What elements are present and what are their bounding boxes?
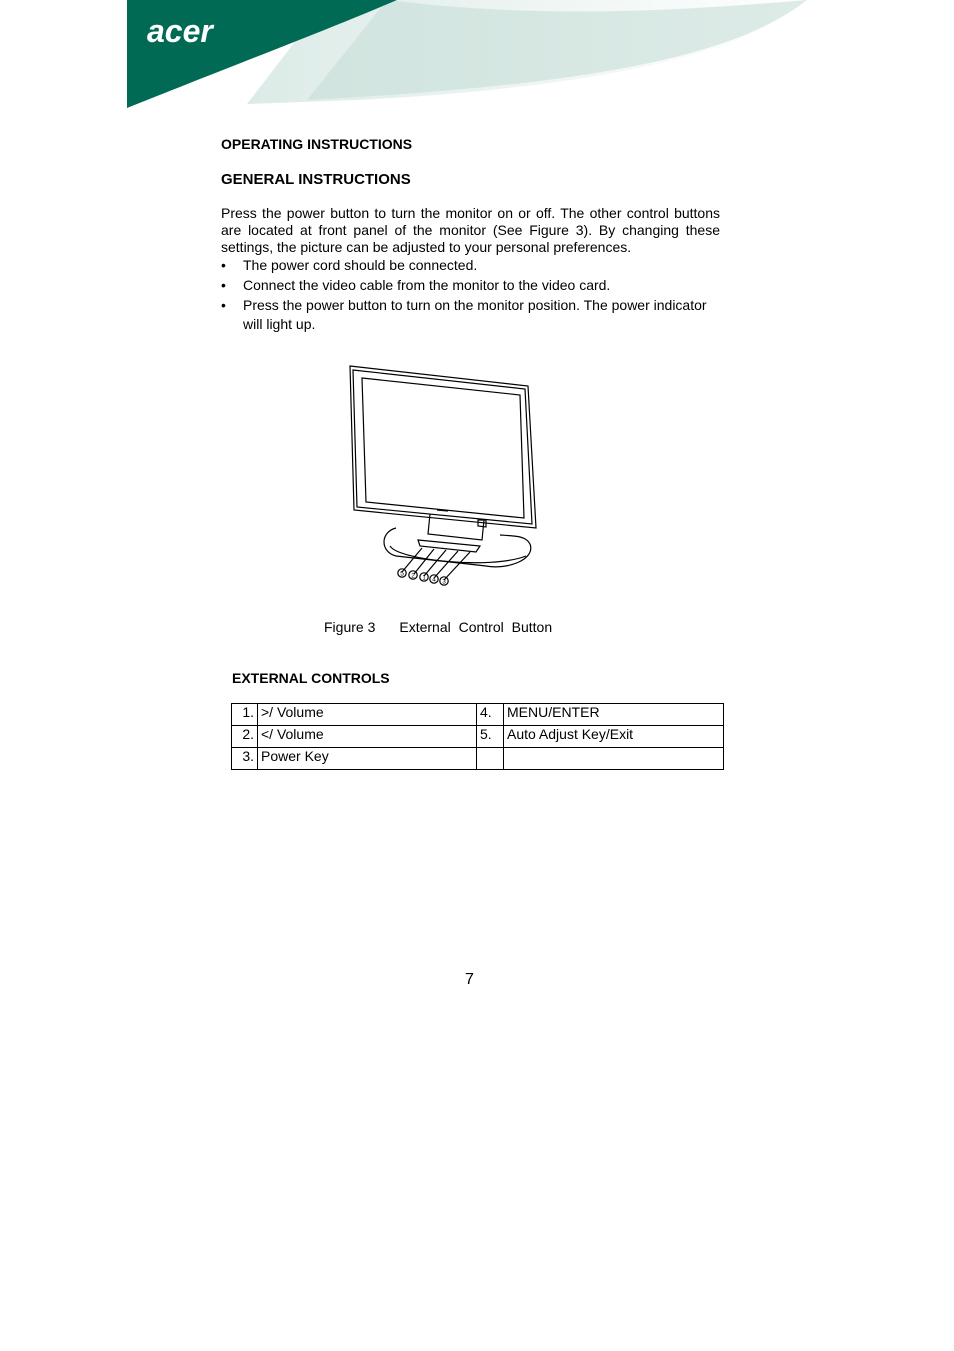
list-item: • Press the power button to turn on the monitor position. The power indicator will light up. bbox=[221, 297, 707, 332]
section-title: OPERATING INSTRUCTIONS bbox=[221, 136, 413, 152]
control-label: MENU/ENTER bbox=[504, 704, 724, 726]
monitor-figure bbox=[340, 360, 540, 590]
callout-3: 3 bbox=[442, 578, 446, 586]
list-item: • The power cord should be connected. bbox=[221, 257, 478, 273]
external-controls-heading: EXTERNAL CONTROLS bbox=[232, 670, 390, 686]
callout-2: 2 bbox=[411, 572, 415, 580]
control-number: 2. bbox=[232, 726, 258, 748]
table-row bbox=[232, 726, 724, 748]
control-number: 4. bbox=[477, 704, 504, 726]
figure-caption bbox=[324, 619, 552, 635]
bullet-icon: • bbox=[221, 257, 226, 273]
instruction-list bbox=[221, 256, 720, 335]
controls-table bbox=[231, 703, 724, 770]
list-item: • Connect the video cable from the monitor to the video card. bbox=[221, 277, 611, 293]
callout-4: 4 bbox=[432, 576, 436, 584]
figure-label: Figure 3 bbox=[324, 619, 376, 635]
acer-logo: acer bbox=[147, 13, 213, 49]
page-number: 7 bbox=[465, 971, 474, 988]
control-label: </ Volume bbox=[258, 726, 477, 748]
control-number: 3. bbox=[232, 748, 258, 770]
bullet-icon: • bbox=[221, 297, 226, 313]
control-number: 1. bbox=[232, 704, 258, 726]
intro-paragraph: Press the power button to turn the monitor on or off. The other control buttons are located at front panel of the monitor (See Figure 3). By changing these settings, the picture can be adjusted to your personal preferences. bbox=[221, 205, 720, 255]
general-instructions-heading: GENERAL INSTRUCTIONS bbox=[221, 171, 411, 188]
control-label: Auto Adjust Key/Exit bbox=[504, 726, 724, 748]
table-row bbox=[232, 748, 724, 770]
header-banner bbox=[127, 0, 827, 110]
control-number bbox=[477, 748, 504, 770]
monitor-illustration bbox=[340, 360, 540, 590]
control-number: 5. bbox=[477, 726, 504, 748]
control-label bbox=[504, 748, 724, 770]
table-row bbox=[232, 704, 724, 726]
callout-5: 5 bbox=[400, 570, 404, 578]
control-label: Power Key bbox=[258, 748, 477, 770]
figure-caption-text: External Control Button bbox=[399, 619, 553, 635]
bullet-icon: • bbox=[221, 277, 226, 293]
header-swoosh bbox=[127, 0, 827, 110]
callout-1: 1 bbox=[422, 574, 426, 582]
control-label: >/ Volume bbox=[258, 704, 477, 726]
